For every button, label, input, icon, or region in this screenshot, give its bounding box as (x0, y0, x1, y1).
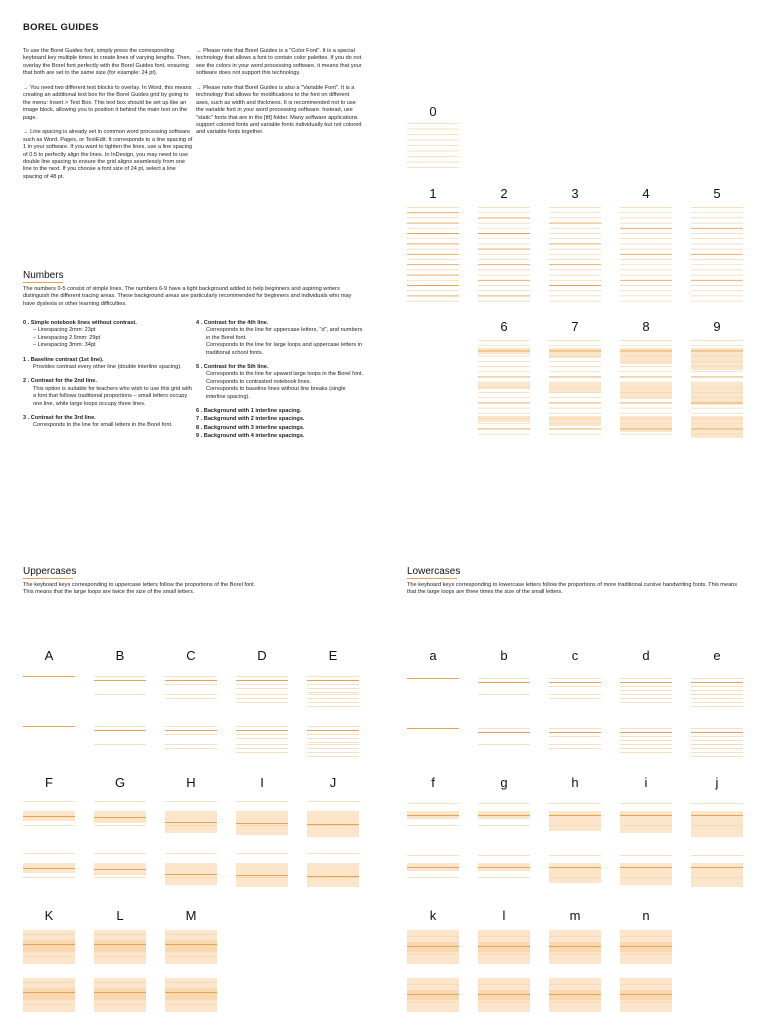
grid-fill (94, 940, 146, 952)
list-item: 7 . Background with 2 interline spacings. (196, 416, 305, 423)
guide-grid (620, 795, 672, 887)
guide-grid (94, 668, 146, 760)
grid-label: k (429, 908, 437, 923)
list-item: 5 . Contrast for the 5th line. Corresponds to the line for upward large loops in the Borel font. Corresponds to contrasted notebook lines. Corresponds to baseline lines without line breaks (single interline spacing). (196, 364, 364, 400)
grid-fill (94, 988, 146, 1000)
guide-grid (478, 928, 530, 1020)
grid-label: 7 (571, 319, 579, 334)
grid-fill (23, 988, 75, 1000)
guide-grid (549, 207, 601, 307)
guide-grid (691, 668, 743, 760)
numbers-list-right (196, 320, 364, 442)
list-item: 1 . Baseline contrast (1st line). Provides contrast every other line (double interline spacing). (23, 356, 182, 371)
guide-grid (549, 340, 601, 440)
grid-label: c (571, 648, 579, 663)
heading-underline (23, 282, 63, 283)
intro-paragraph: To use the Borel Guides font, simply press the corresponding keyboard key multiple times to create lines of varying lengths. Then, overlay the Borel font perfectly with the Borel Guides font, ensuring that both are set to the same size (for example: 24 pt). (23, 48, 192, 77)
grid-label: b (500, 648, 508, 663)
grid-fill (165, 988, 217, 1000)
guide-grid (691, 340, 743, 440)
grid-fill (549, 383, 601, 393)
grid-fill (691, 863, 743, 887)
grid-label: F (45, 775, 53, 790)
guide-grid (23, 928, 75, 1020)
guide-grid (23, 795, 75, 887)
grid-fill (691, 383, 743, 405)
grid-fill (23, 811, 75, 821)
grid-label: 0 (429, 104, 437, 119)
grid-fill (165, 940, 217, 952)
guide-grid (549, 928, 601, 1020)
grid-label: M (185, 908, 197, 923)
grid-fill (478, 416, 530, 422)
grid-label: 1 (429, 186, 437, 201)
numbers-heading: Numbers (23, 270, 64, 283)
intro-right-column (196, 48, 364, 144)
guide-grid (478, 668, 530, 760)
intro-paragraph: → Line spacing is already set in common word processing software such as Word, Pages, or TextEdit. It corresponds to a line spacing of 1 in your software. If you want to tighten the lines, use a line spacing of 0.5 to perfectly align the lines. In InDesign, you may need to use double line spacing to ensure the grid aligns seamlessly from one line to the next. If you choose a font size of 24 pt, select a line spacing of 48 pt. (23, 129, 193, 180)
guide-grid (620, 928, 672, 1020)
guide-grid (407, 207, 459, 307)
grid-label: A (44, 648, 54, 663)
grid-label: K (44, 908, 54, 923)
grid-label: f (431, 775, 435, 790)
lowercases-description: The keyboard keys corresponding to lowercase letters follow the proportions of more traditional cursive handwriting fonts. This means that the large loops are three times the size of the small letters. (407, 582, 738, 596)
guide-grid (691, 207, 743, 307)
guide-grid (407, 928, 459, 1020)
grid-fill (94, 811, 146, 823)
guide-grid (407, 123, 459, 173)
grid-fill (549, 863, 601, 883)
guide-grid (23, 668, 75, 760)
intro-left-column (23, 48, 195, 189)
grid-fill (691, 811, 743, 837)
grid-fill (549, 990, 601, 1000)
grid-label: 8 (642, 319, 650, 334)
grid-fill (620, 863, 672, 885)
grid-label: D (257, 648, 267, 663)
list-item: 2 . Contrast for the 2nd line. This option is suitable for teachers who wish to use this grid with a font that follows traditional proportions – small letters occupy one line, while large loops occupy three lines. (23, 378, 192, 407)
numbers-list-left (23, 320, 195, 437)
numbers-description: The numbers 0-5 consist of simple lines. The numbers 6-9 have a light background added to help beginners and aspiring writers distinguish the different tracing areas. These background areas are particularly recommended for beginners and individuals who may have dyslexia or other learning difficulties. (23, 286, 352, 307)
page-title: BOREL GUIDES (23, 22, 99, 33)
list-item: 0 . Simple notebook lines without contrast. – Linespacing 2mm: 23pt – Linespacing 2.5mm: 29pt – Linespacing 3mm: 34pt (23, 320, 137, 349)
grid-label: J (329, 775, 337, 790)
grid-fill (407, 863, 459, 871)
guide-grid (407, 668, 459, 760)
grid-fill (549, 416, 601, 426)
list-item: 4 . Contrast for the 4th line. Corresponds to the line for uppercase letters, "d", and numbers in the Borel font. Corresponds to the line for large loops and uppercase letters in traditional school fonts. (196, 320, 363, 356)
grid-label: G (114, 775, 126, 790)
grid-label: l (502, 908, 506, 923)
heading-underline (407, 578, 457, 579)
grid-label: j (715, 775, 719, 790)
uppercases-heading: Uppercases (23, 566, 76, 579)
grid-label: h (571, 775, 579, 790)
guide-grid (620, 207, 672, 307)
grid-label: e (713, 648, 721, 663)
grid-label: m (569, 908, 581, 923)
grid-label: I (260, 775, 264, 790)
guide-grid (165, 668, 217, 760)
guide-grid (620, 668, 672, 760)
grid-label: C (186, 648, 196, 663)
grid-label: i (644, 775, 648, 790)
grid-fill (620, 383, 672, 399)
guide-grid (236, 795, 288, 887)
grid-fill (407, 990, 459, 1000)
grid-label: g (500, 775, 508, 790)
grid-fill (620, 811, 672, 833)
grid-fill (236, 811, 288, 835)
uppercases-description: The keyboard keys corresponding to uppercase letters follow the proportions of the Borel font. This means that the large loops are twice the size of the small letters. (23, 582, 256, 596)
heading-underline (23, 578, 73, 579)
grid-label: 9 (713, 319, 721, 334)
intro-paragraph: → Please note that Borel Guides is a "Color Font". It is a special technology that allows a font to contain color palettes. If you do not see the colors in your word processing software, it means that your software does not support this technology. (196, 48, 362, 77)
guide-grid (478, 340, 530, 440)
grid-fill (549, 942, 601, 952)
lowercases-heading: Lowercases (407, 566, 460, 579)
grid-fill (478, 811, 530, 819)
grid-fill (478, 990, 530, 1000)
guide-grid (165, 928, 217, 1020)
grid-fill (165, 811, 217, 833)
grid-fill (165, 863, 217, 885)
grid-label: B (115, 648, 125, 663)
guide-grid (549, 668, 601, 760)
grid-label: L (116, 908, 124, 923)
grid-label: 3 (571, 186, 579, 201)
grid-fill (620, 990, 672, 1000)
list-item: 9 . Background with 4 interline spacings. (196, 433, 305, 440)
grid-label: 4 (642, 186, 650, 201)
guide-grid (165, 795, 217, 887)
list-item: 6 . Background with 1 interline spacing. (196, 408, 302, 415)
grid-label: 2 (500, 186, 508, 201)
grid-label: a (429, 648, 437, 663)
grid-label: H (186, 775, 196, 790)
grid-fill (620, 942, 672, 952)
guide-grid (478, 207, 530, 307)
guide-grid (94, 795, 146, 887)
grid-fill (94, 863, 146, 875)
guide-grid (478, 795, 530, 887)
grid-fill (478, 383, 530, 389)
list-item: 8 . Background with 3 interline spacings. (196, 424, 305, 431)
grid-fill (478, 942, 530, 952)
guide-grid (236, 668, 288, 760)
guide-grid (407, 795, 459, 887)
grid-fill (549, 348, 601, 358)
grid-label: n (642, 908, 650, 923)
guide-grid (549, 795, 601, 887)
guide-grid (94, 928, 146, 1020)
grid-label: 5 (713, 186, 721, 201)
guide-grid (307, 668, 359, 760)
guide-grid (691, 795, 743, 887)
grid-fill (549, 811, 601, 831)
grid-label: E (328, 648, 338, 663)
list-item: 3 . Contrast for the 3rd line. Corresponds to the line for small letters in the Borel font. (23, 415, 173, 429)
grid-fill (307, 811, 359, 837)
grid-fill (23, 863, 75, 873)
grid-fill (407, 811, 459, 819)
intro-paragraph: → You need two different text blocks to overlay. In Word, this means creating an additional text box for the Borel Guides grid by going to the menu: Insert > Text Box. This text box should be set up like an image block, allowing you to position it behind the main text on the page. (23, 85, 192, 121)
grid-fill (407, 942, 459, 952)
intro-paragraph: → Please note that Borel Guides is also a "Variable Font". It is a technology that allows for modifications to the font on different axes, such as width and thickness. It is recommended not to use the variable font in your word processing software. Instead, use "static" fonts that are in the [ttf] folder. Many software applications support colored fonts and variable fonts individually but not colored and variable fonts together. (196, 85, 362, 136)
grid-fill (307, 863, 359, 887)
grid-fill (691, 416, 743, 438)
guide-grid (307, 795, 359, 887)
guide-grid (620, 340, 672, 440)
grid-label: 6 (500, 319, 508, 334)
grid-label: d (642, 648, 650, 663)
grid-fill (478, 863, 530, 871)
grid-fill (236, 863, 288, 887)
grid-fill (23, 940, 75, 952)
